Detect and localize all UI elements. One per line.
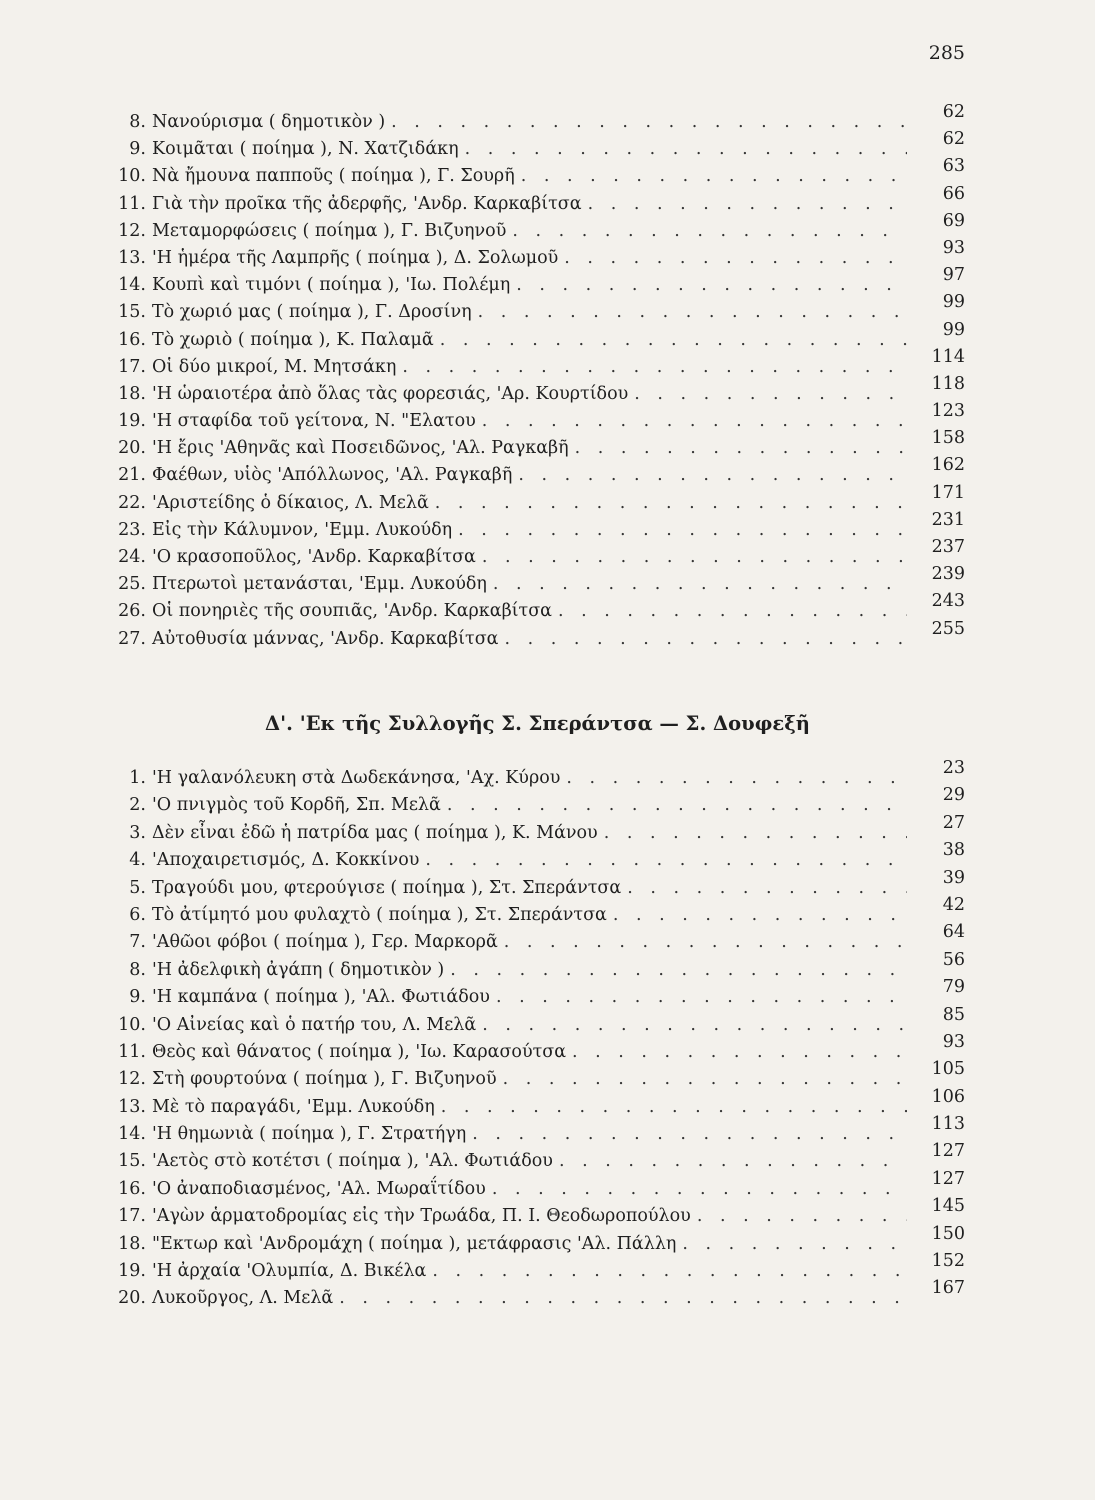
toc-entry [110, 319, 965, 357]
entry-page: 99 [942, 292, 965, 313]
entry-number: 19. [118, 411, 146, 432]
dot-leader [450, 960, 907, 980]
entry-title: Νανούρισμα ( δημοτικὸν ) [152, 112, 386, 132]
entry-page: 127 [931, 1168, 965, 1189]
dot-leader [482, 1015, 907, 1035]
entry-number: 14. [118, 275, 146, 296]
dot-leader [634, 384, 907, 404]
toc-entry [110, 758, 965, 795]
entry-title: Πτερωτοὶ μετανάσται, 'Εμμ. Λυκούδη [152, 574, 487, 595]
entry-title: Λυκοῦργος, Λ. Μελᾶ [152, 1288, 334, 1309]
page-number: 285 [928, 42, 965, 64]
entry-title: Αὐτοθυσία μάννας, 'Ανδρ. Καρκαβίτσα [152, 628, 499, 649]
dot-leader [465, 139, 907, 159]
toc-entry [110, 292, 965, 329]
entry-number: 15. [118, 302, 146, 323]
dot-leader [482, 411, 907, 431]
entry-title: 'Αριστείδης ὁ δίκαιος, Λ. Μελᾶ [152, 492, 429, 513]
section-heading: Δ'. 'Εκ τῆς Συλλογῆς Σ. Σπεράντσα — Σ. Δουφεξῆ [265, 712, 810, 735]
entry-title: Κοιμᾶται ( ποίημα ), Ν. Χατζιδάκη [152, 139, 459, 160]
dot-leader [478, 302, 907, 322]
dot-leader [613, 905, 907, 925]
entry-page: 42 [942, 894, 965, 915]
entry-number: 19. [118, 1261, 146, 1282]
entry-title: Μὲ τὸ παραγάδι, 'Εμμ. Λυκούδη [152, 1096, 435, 1117]
entry-title: 'Η ἔρις 'Αθηνᾶς καὶ Ποσειδῶνος, 'Αλ. Ραγκαβῆ [152, 438, 569, 459]
toc-entry [110, 1031, 965, 1069]
entry-number: 10. [118, 166, 146, 187]
entry-title: Τραγούδι μου, φτερούγισε ( ποίημα ), Στ. Σπεράντσα [152, 877, 622, 898]
entry-page: 243 [931, 591, 965, 612]
toc-entry [110, 401, 965, 438]
entry-title: Στὴ φουρτούνα ( ποίημα ), Γ. Βιζυηνοῦ [152, 1069, 497, 1090]
entry-title: Οἱ πονηριὲς τῆς σουπιᾶς, 'Ανδρ. Καρκαβίτσα [152, 601, 552, 622]
entry-title: 'Η γαλανόλευκη στὰ Δωδεκάνησα, 'Αχ. Κύρου [152, 768, 561, 788]
toc-entry [110, 867, 965, 905]
entry-number: 14. [118, 1124, 146, 1145]
entry-page: 127 [931, 1141, 965, 1162]
entry-title: 'Η θημωνιὰ ( ποίημα ), Γ. Στρατήγη [152, 1124, 467, 1145]
dot-leader [504, 932, 907, 952]
entry-title: Νὰ ἤμουνα παπποῦς ( ποίημα ), Γ. Σουρῆ [152, 166, 515, 187]
dot-leader [472, 1124, 907, 1144]
entry-page: 255 [931, 618, 965, 639]
entry-number: 1. [129, 768, 146, 788]
toc-entry [110, 537, 965, 574]
entry-title: 'Η ἀδελφικὴ ἀγάπη ( δημοτικὸν ) [152, 959, 445, 980]
toc-entry [110, 1004, 965, 1042]
entry-number: 13. [118, 1096, 146, 1117]
entry-page: 66 [942, 183, 965, 204]
entry-number: 24. [118, 547, 146, 567]
entry-page: 114 [931, 346, 965, 367]
entry-title: 'Ο Αἰνείας καὶ ὁ πατήρ του, Λ. Μελᾶ [152, 1014, 477, 1035]
entry-page: 99 [942, 319, 965, 340]
dot-leader [521, 166, 907, 186]
entry-title: 'Ο ἀναποδιασμένος, 'Αλ. Μωραΐτίδου [152, 1178, 486, 1199]
entry-page: 171 [931, 482, 965, 503]
toc-entry [110, 482, 965, 520]
toc-entry [110, 509, 965, 547]
dot-leader [503, 1069, 907, 1089]
entry-title: 'Η καμπάνα ( ποίημα ), 'Αλ. Φωτιάδου [152, 987, 490, 1008]
entry-number: 26. [118, 601, 146, 622]
entry-number: 16. [118, 329, 146, 350]
entry-page: 56 [942, 949, 965, 970]
entry-page: 62 [942, 129, 965, 150]
entry-title: 'Ο κρασοποῦλος, 'Ανδρ. Καρκαβίτσα [152, 547, 476, 567]
entry-title: Οἱ δύο μικροί, Μ. Μητσάκη [152, 356, 397, 377]
entry-title: 'Η ἀρχαία 'Ολυμπία, Δ. Βικέλα [152, 1261, 427, 1282]
entry-page: 237 [931, 537, 965, 557]
entry-page: 62 [942, 102, 965, 122]
entry-page: 97 [942, 265, 965, 286]
dot-leader [458, 520, 907, 540]
entry-title: "Εκτωρ καὶ 'Ανδρομάχη ( ποίημα ), μετάφρασις 'Αλ. Πάλλη [152, 1233, 677, 1254]
entry-number: 17. [118, 356, 146, 377]
entry-number: 17. [118, 1206, 146, 1227]
dot-leader [558, 601, 907, 621]
entry-page: 93 [942, 1031, 965, 1052]
entry-page: 63 [942, 156, 965, 177]
entry-page: 39 [942, 867, 965, 888]
entry-title: Κουπὶ καὶ τιμόνι ( ποίημα ), 'Ιω. Πολέμη [152, 275, 511, 296]
toc-entry [110, 156, 965, 193]
toc-entry [110, 922, 965, 959]
entry-page: 29 [942, 785, 965, 806]
toc-entry [110, 102, 965, 139]
entry-number: 12. [118, 1069, 146, 1090]
entry-page: 123 [931, 401, 965, 422]
entry-number: 10. [118, 1014, 146, 1035]
toc-list-b [110, 758, 965, 1316]
entry-page: 167 [931, 1278, 965, 1299]
entry-title: 'Ο πνιγμὸς τοῦ Κορδῆ, Σπ. Μελᾶ [152, 795, 441, 816]
dot-leader [425, 850, 907, 870]
entry-title: 'Αποχαιρετισμός, Δ. Κοκκίνου [152, 850, 420, 871]
toc-entry [110, 591, 965, 628]
entry-title: 'Η ὡραιοτέρα ἀπὸ ὅλας τὰς φορεσιάς, 'Αρ. Κουρτίδου [152, 383, 629, 404]
dot-leader [516, 275, 907, 295]
dot-leader [572, 1042, 907, 1062]
entry-page: 158 [931, 428, 965, 449]
entry-title: Θεὸς καὶ θάνατος ( ποίημα ), 'Ιω. Καρασούτσα [152, 1041, 567, 1062]
entry-number: 7. [129, 932, 146, 953]
entry-title: 'Η σταφίδα τοῦ γείτονα, Ν. "Ελατου [152, 411, 476, 432]
entry-number: 27. [118, 628, 146, 649]
entry-page: 152 [931, 1251, 965, 1272]
toc-entry [110, 373, 965, 411]
entry-number: 20. [118, 1288, 146, 1309]
toc-entry [110, 1141, 965, 1178]
toc-entry [110, 977, 965, 1014]
toc-entry [110, 1168, 965, 1206]
entry-page: 113 [931, 1114, 965, 1135]
entry-number: 8. [129, 112, 146, 132]
dot-leader [492, 1179, 907, 1199]
dot-leader [496, 987, 907, 1007]
entry-title: Τὸ χωριὸ ( ποίημα ), Κ. Παλαμᾶ [152, 329, 434, 350]
toc-entry [110, 183, 965, 221]
dot-leader [435, 493, 907, 513]
entry-title: Τὸ χωριό μας ( ποίημα ), Γ. Δροσίνη [152, 302, 472, 323]
dot-leader [440, 330, 907, 350]
entry-number: 9. [129, 139, 146, 160]
toc-entry [110, 894, 965, 932]
entry-number: 8. [129, 959, 146, 980]
toc-entry [110, 346, 965, 384]
dot-leader [432, 1261, 907, 1281]
dot-leader [447, 795, 907, 815]
entry-number: 3. [129, 822, 146, 843]
entry-page: 105 [931, 1059, 965, 1080]
entry-number: 18. [118, 1233, 146, 1254]
dot-leader [441, 1097, 907, 1117]
toc-entry [110, 949, 965, 987]
entry-number: 15. [118, 1151, 146, 1172]
dot-leader [697, 1206, 907, 1226]
dot-leader [627, 878, 907, 898]
toc-entry [110, 1114, 965, 1151]
toc-entry [110, 1196, 965, 1233]
entry-title: 'Αθῶοι φόβοι ( ποίημα ), Γερ. Μαρκορᾶ [152, 932, 498, 953]
entry-page: 69 [942, 210, 965, 231]
entry-page: 150 [931, 1223, 965, 1244]
toc-entry [110, 812, 965, 850]
toc-entry [110, 1086, 965, 1124]
entry-number: 25. [118, 574, 146, 595]
dot-leader [559, 1151, 907, 1171]
toc-entry [110, 564, 965, 601]
toc-entry [110, 1278, 965, 1315]
entry-page: 231 [931, 509, 965, 530]
entry-page: 64 [942, 922, 965, 943]
dot-leader [518, 465, 907, 485]
toc-entry [110, 1223, 965, 1261]
entry-title: 'Αγὼν ἁρματοδρομίας εἰς τὴν Τρωάδα, Π. Ι. Θεοδωροπούλου [152, 1206, 691, 1227]
entry-number: 5. [129, 877, 146, 898]
entry-number: 4. [129, 850, 146, 871]
dot-leader [391, 112, 907, 132]
entry-number: 20. [118, 438, 146, 459]
entry-number: 18. [118, 383, 146, 404]
entry-title: 'Η ἡμέρα τῆς Λαμπρῆς ( ποίημα ), Δ. Σολωμοῦ [152, 247, 559, 268]
toc-entry [110, 129, 965, 166]
dot-leader [588, 194, 907, 214]
toc-entry [110, 840, 965, 877]
toc-entry [110, 1059, 965, 1096]
toc-entry [110, 618, 965, 656]
dot-leader [682, 1234, 907, 1254]
dot-leader [604, 823, 907, 843]
entry-page: 85 [942, 1004, 965, 1025]
entry-title: 'Αετὸς στὸ κοτέτσι ( ποίημα ), 'Αλ. Φωτιάδου [152, 1151, 553, 1172]
entry-page: 106 [931, 1086, 965, 1107]
entry-page: 239 [931, 564, 965, 585]
toc-entry [110, 428, 965, 465]
dot-leader [564, 248, 907, 268]
entry-title: Μεταμορφώσεις ( ποίημα ), Γ. Βιζυηνοῦ [152, 220, 507, 241]
entry-page: 79 [942, 977, 965, 998]
entry-number: 22. [118, 492, 146, 513]
entry-number: 11. [118, 1041, 146, 1062]
toc-entry [110, 785, 965, 822]
toc-list-a [110, 102, 965, 656]
toc-entry [110, 265, 965, 302]
entry-number: 12. [118, 220, 146, 241]
entry-title: Γιὰ τὴν προῖκα τῆς ἀδερφῆς, 'Ανδρ. Καρκαβίτσα [152, 193, 582, 214]
dot-leader [402, 357, 907, 377]
dot-leader [504, 629, 907, 649]
entry-page: 162 [931, 455, 965, 476]
entry-number: 23. [118, 519, 146, 540]
toc-entry [110, 455, 965, 492]
entry-title: Τὸ ἀτίμητό μου φυλαχτὸ ( ποίημα ), Στ. Σπεράντσα [152, 904, 607, 925]
entry-title: Εἰς τὴν Κάλυμνον, 'Εμμ. Λυκούδη [152, 519, 453, 540]
entry-page: 38 [942, 840, 965, 861]
toc-entry [110, 1251, 965, 1288]
entry-number: 6. [129, 904, 146, 925]
dot-leader [512, 221, 907, 241]
dot-leader [482, 547, 907, 567]
dot-leader [566, 768, 907, 788]
entry-number: 11. [118, 193, 146, 214]
entry-number: 16. [118, 1178, 146, 1199]
dot-leader [575, 438, 907, 458]
entry-page: 93 [942, 237, 965, 258]
entry-title: Δὲν εἶναι ἐδῶ ἡ πατρίδα μας ( ποίημα ), Κ. Μάνου [152, 822, 598, 843]
entry-number: 9. [129, 987, 146, 1008]
entry-number: 21. [118, 465, 146, 486]
entry-page: 118 [931, 373, 965, 394]
dot-leader [339, 1288, 907, 1308]
entry-page: 145 [931, 1196, 965, 1217]
toc-entry [110, 237, 965, 275]
entry-title: Φαέθων, υἱὸς 'Απόλλωνος, 'Αλ. Ραγκαβῆ [152, 465, 513, 486]
dot-leader [493, 574, 907, 594]
toc-entry [110, 210, 965, 248]
entry-page: 23 [942, 758, 965, 778]
entry-number: 2. [129, 795, 146, 816]
entry-page: 27 [942, 812, 965, 833]
entry-number: 13. [118, 247, 146, 268]
